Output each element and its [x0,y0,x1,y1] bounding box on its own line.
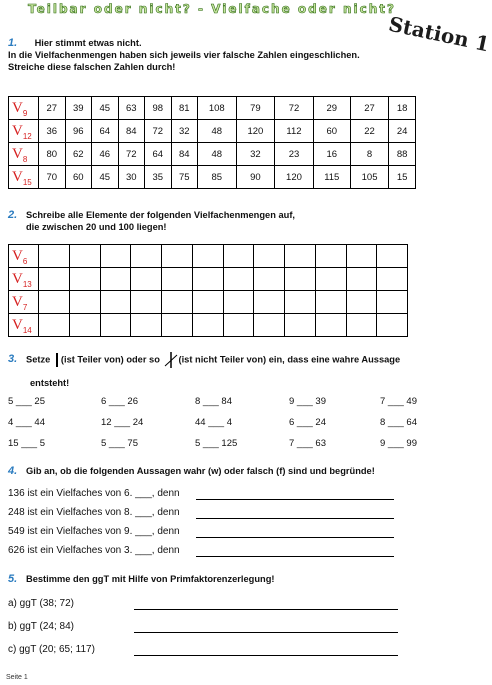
number-cell[interactable]: 23 [275,143,314,166]
set-subscript: 12 [22,131,32,141]
grid-row [9,268,408,291]
task3-part1: Setze [26,354,51,365]
station-label: Station 1 [386,11,492,57]
answer-cell[interactable] [346,291,377,314]
set-symbol: V [12,168,23,185]
number-cell[interactable]: 45 [92,97,119,120]
answer-cell[interactable] [254,245,285,268]
set-label [9,166,39,189]
answer-cell[interactable] [69,314,100,337]
answer-cell[interactable] [254,268,285,291]
task1-instructions [8,38,360,73]
number-cell[interactable]: 80 [39,143,66,166]
reason-answer-line[interactable] [196,537,394,538]
answer-cell[interactable] [131,245,162,268]
divisibility-item[interactable]: 5 ___ 25 [8,396,45,407]
number-cell[interactable]: 112 [275,120,314,143]
answer-cell[interactable] [346,245,377,268]
set-subscript: 6 [22,256,28,266]
divisibility-item[interactable]: 44 ___ 4 [195,417,232,428]
answer-cell[interactable] [285,268,316,291]
gcd-answer-line[interactable] [134,655,398,656]
number-cell[interactable]: 79 [236,97,275,120]
task1-line3: Streiche diese falschen Zahlen durch! [8,61,176,72]
set-subscript: 9 [22,108,28,118]
answer-cell[interactable] [346,268,377,291]
number-cell[interactable]: 16 [313,143,350,166]
set-symbol: V [12,316,23,333]
task4-instructions [8,466,375,478]
answer-cell[interactable] [223,268,254,291]
grid-row [9,245,408,268]
set-symbol: V [12,99,23,116]
answer-cell[interactable] [69,291,100,314]
divisibility-item[interactable]: 8 ___ 64 [380,417,417,428]
number-cell[interactable]: 70 [39,166,66,189]
divisibility-item[interactable]: 15 ___ 5 [8,438,45,449]
answer-cell[interactable] [100,314,131,337]
set-label [9,268,39,291]
answer-cell[interactable] [346,314,377,337]
divides-symbol [56,353,58,367]
number-cell[interactable]: 22 [350,120,389,143]
answer-cell[interactable] [377,245,408,268]
answer-cell[interactable] [223,291,254,314]
task-number-2: 2. [8,209,18,221]
answer-cell[interactable] [100,245,131,268]
set-label [9,97,39,120]
answer-cell[interactable] [223,245,254,268]
number-cell[interactable]: 27 [350,97,389,120]
page-footer: Seite 1 [6,674,28,681]
task1-line2: In die Vielfachenmengen haben sich jeweils vier falsche Zahlen eingeschlichen. [8,50,360,60]
multiples-table [8,96,416,189]
number-cell[interactable]: 39 [65,97,92,120]
number-cell[interactable]: 72 [275,97,314,120]
set-label [9,120,39,143]
answer-cell[interactable] [39,268,70,291]
answer-cell[interactable] [285,245,316,268]
number-cell[interactable]: 81 [171,97,198,120]
number-cell[interactable]: 35 [145,166,172,189]
task3-part4: entsteht! [30,378,70,388]
number-cell[interactable]: 72 [118,143,145,166]
task1-line1: Hier stimmt etwas nicht. [34,38,142,48]
answer-cell[interactable] [39,291,70,314]
not-divides-symbol [165,352,177,368]
number-cell[interactable]: 30 [118,166,145,189]
number-cell[interactable]: 24 [389,120,416,143]
task-number-5: 5. [8,573,18,585]
answer-cell[interactable] [39,314,70,337]
number-cell[interactable]: 45 [92,166,119,189]
set-label [9,314,39,337]
number-cell[interactable]: 62 [65,143,92,166]
number-cell[interactable]: 98 [145,97,172,120]
gcd-item: a) ggT (38; 72) [8,598,74,609]
number-cell[interactable]: 46 [92,143,119,166]
answer-cell[interactable] [192,314,223,337]
answer-cell[interactable] [192,291,223,314]
divisibility-item[interactable]: 5 ___ 75 [101,438,138,449]
answer-cell[interactable] [315,245,346,268]
set-subscript: 14 [22,325,32,335]
set-symbol: V [12,122,23,139]
answer-cell[interactable] [315,291,346,314]
task2-instructions [8,210,295,234]
task-number-4: 4. [8,465,18,477]
set-subscript: 8 [22,154,28,164]
answer-cell[interactable] [285,291,316,314]
task3-part3: (ist nicht Teiler von) ein, dass eine wahre Aussage [178,354,401,365]
answer-grid [8,244,408,337]
answer-cell[interactable] [131,291,162,314]
number-cell[interactable]: 60 [313,120,350,143]
set-label [9,291,39,314]
number-cell[interactable]: 64 [145,143,172,166]
gcd-item: c) ggT (20; 65; 117) [8,644,95,655]
answer-cell[interactable] [131,268,162,291]
task-number-1: 1. [8,37,18,49]
number-cell[interactable]: 48 [198,143,237,166]
worksheet-title: Teilbar oder nicht? - Vielfache oder nicht? [28,2,396,16]
number-cell[interactable]: 85 [198,166,237,189]
number-cell[interactable]: 8 [350,143,389,166]
answer-cell[interactable] [377,314,408,337]
number-cell[interactable]: 72 [145,120,172,143]
number-cell[interactable]: 27 [39,97,66,120]
answer-cell[interactable] [192,245,223,268]
answer-cell[interactable] [377,268,408,291]
answer-cell[interactable] [162,245,193,268]
number-cell[interactable]: 96 [65,120,92,143]
statement-item: 136 ist ein Vielfaches von 6. ___, denn [8,488,180,499]
answer-cell[interactable] [162,291,193,314]
answer-cell[interactable] [315,268,346,291]
number-cell[interactable]: 64 [92,120,119,143]
divisibility-item[interactable]: 6 ___ 26 [101,396,138,407]
answer-cell[interactable] [254,314,285,337]
set-subscript: 7 [22,302,28,312]
answer-cell[interactable] [131,314,162,337]
answer-cell[interactable] [69,245,100,268]
task3-part2: (ist Teiler von) oder so [60,354,160,365]
set-label [9,143,39,166]
number-cell[interactable]: 120 [275,166,314,189]
table-row [9,120,416,143]
divisibility-item[interactable]: 9 ___ 39 [289,396,326,407]
number-cell[interactable]: 15 [389,166,416,189]
divisibility-item[interactable]: 8 ___ 84 [195,396,232,407]
statement-item: 248 ist ein Vielfaches von 8. ___, denn [8,507,180,518]
divisibility-item[interactable]: 7 ___ 63 [289,438,326,449]
table-row [9,143,416,166]
divisibility-item[interactable]: 4 ___ 44 [8,417,45,428]
reason-answer-line[interactable] [196,556,394,557]
number-cell[interactable]: 105 [350,166,389,189]
task-number-3: 3. [8,353,18,366]
number-cell[interactable]: 84 [118,120,145,143]
task2-line1: Schreibe alle Elemente der folgenden Vielfachenmengen auf, [26,210,296,220]
answer-cell[interactable] [254,291,285,314]
table-row [9,97,416,120]
set-symbol: V [12,293,23,310]
answer-cell[interactable] [223,314,254,337]
answer-cell[interactable] [162,314,193,337]
number-cell[interactable]: 60 [65,166,92,189]
number-cell[interactable]: 36 [39,120,66,143]
task5-line1: Bestimme den ggT mit Hilfe von Primfaktorenzerlegung! [26,574,275,584]
gcd-answer-line[interactable] [134,609,398,610]
number-cell[interactable]: 90 [236,166,275,189]
number-cell[interactable]: 84 [171,143,198,166]
set-symbol: V [12,270,23,287]
set-symbol: V [12,247,23,264]
number-cell[interactable]: 115 [313,166,350,189]
task4-line1: Gib an, ob die folgenden Aussagen wahr (w) oder falsch (f) sind und begründe! [26,466,375,476]
statement-item: 626 ist ein Vielfaches von 3. ___, denn [8,545,180,556]
set-symbol: V [12,145,23,162]
number-cell[interactable]: 88 [389,143,416,166]
task3-instructions [8,352,468,368]
gcd-answer-line[interactable] [134,632,398,633]
number-cell[interactable]: 32 [171,120,198,143]
divisibility-item[interactable]: 7 ___ 49 [380,396,417,407]
answer-cell[interactable] [39,245,70,268]
reason-answer-line[interactable] [196,499,394,500]
answer-cell[interactable] [285,314,316,337]
number-cell[interactable]: 48 [198,120,237,143]
divisibility-item[interactable]: 6 ___ 24 [289,417,326,428]
number-cell[interactable]: 108 [198,97,237,120]
table-row [9,166,416,189]
number-cell[interactable]: 18 [389,97,416,120]
grid-row [9,291,408,314]
set-subscript: 15 [22,177,32,187]
number-cell[interactable]: 75 [171,166,198,189]
divisibility-item[interactable]: 9 ___ 99 [380,438,417,449]
number-cell[interactable]: 63 [118,97,145,120]
divisibility-item[interactable]: 12 ___ 24 [101,417,144,428]
answer-cell[interactable] [100,291,131,314]
gcd-item: b) ggT (24; 84) [8,621,74,632]
answer-cell[interactable] [162,268,193,291]
set-label [9,245,39,268]
answer-cell[interactable] [315,314,346,337]
answer-cell[interactable] [100,268,131,291]
answer-cell[interactable] [69,268,100,291]
divisibility-item[interactable]: 5 ___ 125 [195,438,238,449]
number-cell[interactable]: 32 [236,143,275,166]
number-cell[interactable]: 29 [313,97,350,120]
task2-line2: die zwischen 20 und 100 liegen! [26,222,167,232]
answer-cell[interactable] [192,268,223,291]
reason-answer-line[interactable] [196,518,394,519]
task5-instructions [8,574,274,586]
statement-item: 549 ist ein Vielfaches von 9. ___, denn [8,526,180,537]
answer-cell[interactable] [377,291,408,314]
grid-row [9,314,408,337]
set-subscript: 13 [22,279,32,289]
number-cell[interactable]: 120 [236,120,275,143]
